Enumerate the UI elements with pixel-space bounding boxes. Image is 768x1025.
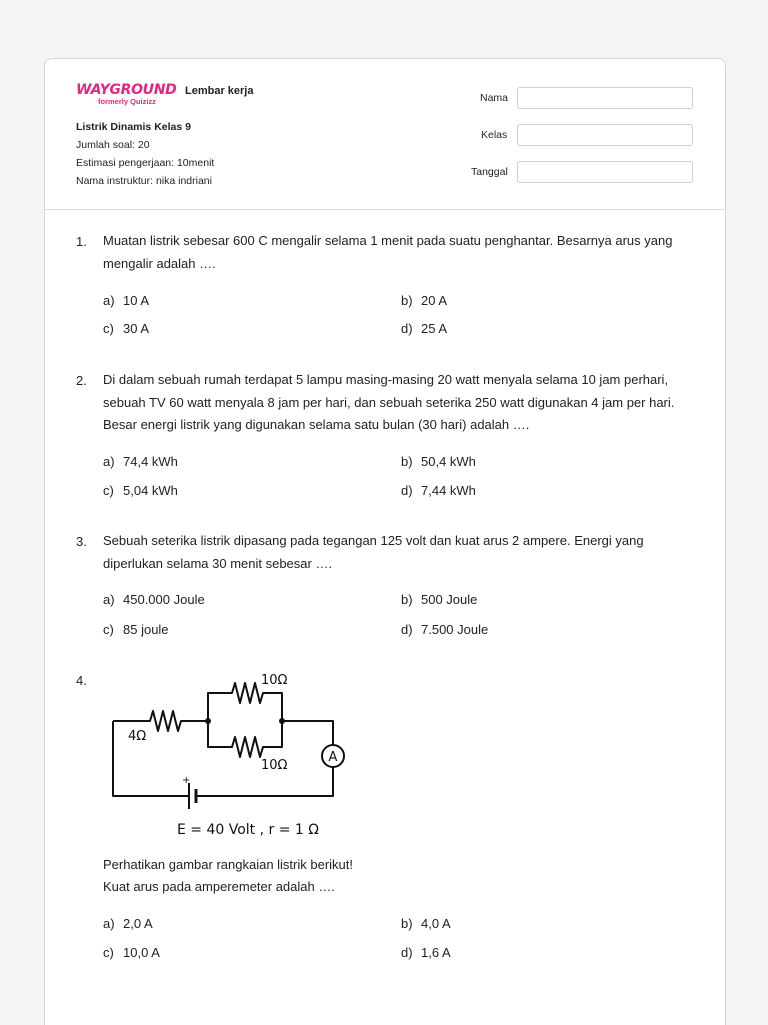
- class-field[interactable]: [517, 124, 693, 146]
- battery-plus-label: +: [182, 775, 191, 786]
- option-c[interactable]: c) 5,04 kWh: [103, 483, 178, 498]
- question-number: 4.: [76, 673, 87, 688]
- option-a[interactable]: a) 2,0 A: [103, 916, 153, 931]
- option-b[interactable]: b) 4,0 A: [401, 916, 451, 931]
- worksheet-header: [45, 59, 725, 210]
- option-b[interactable]: b) 50,4 kWh: [401, 454, 476, 469]
- date-field[interactable]: [517, 161, 693, 183]
- name-label: Nama: [480, 92, 509, 104]
- option-d[interactable]: d) 7,44 kWh: [401, 483, 476, 498]
- resistor-top-label: 10Ω: [261, 673, 288, 688]
- instructor-name: Nama instruktur: nika indriani: [76, 175, 212, 187]
- junction-node: [279, 718, 285, 724]
- option-b[interactable]: b) 500 Joule: [401, 592, 478, 607]
- sheet-type: Lembar kerja: [185, 85, 254, 97]
- resistor-4-ohm-label: 4Ω: [128, 729, 147, 744]
- circuit-diagram: [105, 671, 365, 841]
- option-d[interactable]: d) 25 A: [401, 321, 448, 336]
- worksheet: [44, 58, 726, 1025]
- option-c[interactable]: c) 10,0 A: [103, 945, 160, 960]
- worksheet-title: Listrik Dinamis Kelas 9: [76, 121, 191, 133]
- question-text: Di dalam sebuah rumah terdapat 5 lampu masing-masing 20 watt menyala selama 10 jam perhari, sebuah TV 60 watt menyala 8 jam per hari, dan sebuah seterika 250 watt digunakan 4 jam per hari. Besar energi listrik yang digunakan selama satu bulan (30 hari) adalah ….: [103, 372, 675, 432]
- question-number: 2.: [76, 373, 87, 388]
- brand-name: WAYGROUND: [76, 82, 177, 98]
- resistor-bottom-label: 10Ω: [261, 758, 288, 773]
- option-b[interactable]: b) 20 A: [401, 293, 448, 308]
- circuit-caption: E = 40 Volt , r = 1 Ω: [177, 822, 319, 838]
- resistor-4-ohm: [113, 711, 208, 731]
- circuit-wire: [113, 721, 191, 796]
- question-number: 3.: [76, 534, 87, 549]
- question-text: Kuat arus pada amperemeter adalah ….: [103, 879, 335, 894]
- question-text: Sebuah seterika listrik dipasang pada tegangan 125 volt dan kuat arus 2 ampere. Energi yang diperlukan selama 30 menit sebesar ….: [103, 533, 644, 571]
- junction-node: [205, 718, 211, 724]
- name-field[interactable]: [517, 87, 693, 109]
- option-c[interactable]: c) 85 joule: [103, 622, 169, 637]
- circuit-wire: [282, 721, 333, 745]
- option-c[interactable]: c) 30 A: [103, 321, 150, 336]
- class-label: Kelas: [481, 129, 508, 141]
- option-a[interactable]: a) 74,4 kWh: [103, 454, 178, 469]
- resistor-10-ohm-top: [208, 683, 282, 721]
- brand-logo: [76, 81, 177, 106]
- option-d[interactable]: d) 7.500 Joule: [401, 622, 489, 637]
- question-number: 1.: [76, 234, 87, 249]
- question-count: Jumlah soal: 20: [76, 139, 150, 151]
- question-text: Perhatikan gambar rangkaian listrik berikut!: [103, 857, 354, 872]
- option-a[interactable]: a) 450.000 Joule: [103, 592, 205, 607]
- option-d[interactable]: d) 1,6 A: [401, 945, 451, 960]
- option-a[interactable]: a) 10 A: [103, 293, 150, 308]
- time-estimate: Estimasi pengerjaan: 10menit: [76, 157, 215, 169]
- ammeter-label: A: [328, 750, 338, 765]
- brand-formerly: formerly Quizizz: [98, 97, 156, 106]
- date-label: Tanggal: [471, 166, 508, 178]
- resistor-10-ohm-bottom: [208, 721, 282, 757]
- question-text: Muatan listrik sebesar 600 C mengalir selama 1 menit pada suatu penghantar. Besarnya arus yang mengalir adalah ….: [103, 233, 673, 271]
